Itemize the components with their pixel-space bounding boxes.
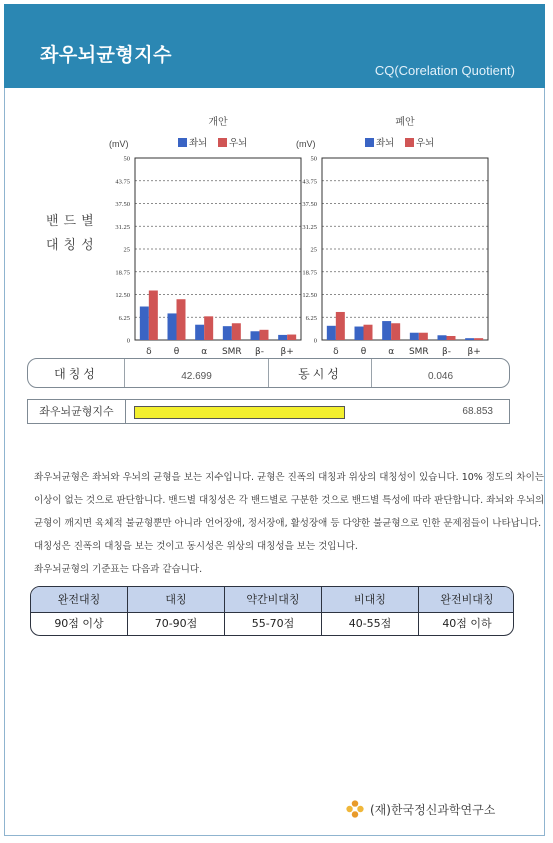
balance-value: 68.853 [462,406,493,417]
bar-left [438,335,447,340]
criteria-table [30,586,514,636]
y-tick-label: 43.75 [115,178,130,186]
balance-row [27,399,510,424]
paragraph-line: 좌우뇌균형은 좌뇌와 우뇌의 균형을 보는 지수입니다. 균형은 진폭의 대칭과 위상의 대칭성이 있습니다. 10% 정도의 차이는 [34,472,544,483]
x-tick-label: θ [360,347,367,357]
y-tick-label: 25 [310,246,317,254]
y-tick-label: 25 [123,246,130,254]
y-tick-label: 31.25 [115,223,130,231]
criteria-header-cell: 완전대칭 [57,593,101,606]
bar-right [232,323,241,340]
y-tick-label: 37.50 [115,201,130,208]
bar-right [364,325,373,340]
legend-swatch [405,138,414,147]
x-tick-label: β+ [467,347,481,357]
unit-label: (mV) [296,139,316,149]
organization-name: (재)한국정신과학연구소 [370,803,496,817]
y-tick-label: 50 [310,155,317,163]
sync-value: 0.046 [427,371,454,382]
criteria-value-cell: 40점 이하 [442,617,492,630]
x-tick-label: SMR [221,347,242,357]
bar-right [391,323,400,340]
y-tick-label: 6.25 [118,314,130,322]
legend-label: 좌뇌 [189,138,208,149]
chart-title: 폐안 [395,117,415,128]
legend-label: 우뇌 [229,138,248,149]
bar-right [149,290,158,340]
flower-logo-icon [346,800,364,818]
criteria-header-cell: 약간비대칭 [246,593,300,606]
criteria-header-row [31,587,513,613]
description-paragraph [34,466,545,581]
x-tick-label: β+ [280,347,294,357]
legend-label: 좌뇌 [376,138,395,149]
sync-label: 동시성 [298,367,342,381]
side-label-line1: 밴드별 [46,214,99,229]
bar-left [382,321,391,340]
y-tick-label: 50 [123,155,130,163]
criteria-value-cell: 55-70점 [251,617,295,630]
paragraph-line: 균형이 깨지면 육체적 불균형뿐만 아니라 언어장애, 정서장애, 활성장애 등 다양한 불균형으로 인한 문제점들이 나타납니다. [34,518,542,529]
y-tick-label: 12.50 [115,292,130,299]
bar-right [204,316,213,340]
bar-left [355,327,364,340]
legend-label: 우뇌 [416,138,435,149]
balance-bar [134,406,345,419]
symmetry-label: 대칭성 [54,367,98,381]
y-tick-label: 18.75 [302,269,317,277]
bar-right [419,333,428,340]
page-title: 좌우뇌균형지수 [40,44,172,66]
y-tick-label: 6.25 [305,314,317,322]
y-tick-label: 31.25 [302,223,317,231]
y-tick-label: 18.75 [115,269,130,277]
bar-left [195,325,204,340]
paragraph-line: 대칭성은 진폭의 대칭을 보는 것이고 동시성은 위상의 대칭성을 보는 것입니다. [34,541,358,552]
bar-left [251,331,260,340]
bar-left [140,307,149,340]
unit-label: (mV) [109,139,129,149]
criteria-header-cell: 완전비대칭 [440,593,494,606]
page-subtitle: CQ(Corelation Quotient) [374,63,515,78]
legend-swatch [178,138,187,147]
x-tick-label: SMR [408,347,429,357]
bar-right [177,299,186,340]
x-tick-label: β- [255,347,264,357]
criteria-value-cell: 90점 이상 [54,617,104,630]
y-tick-label: 43.75 [302,178,317,186]
balance-label: 좌우뇌균형지수 [28,400,126,423]
header-banner [4,4,545,88]
x-tick-label: α [388,347,395,357]
legend-swatch [365,138,374,147]
criteria-header-cell: 대칭 [165,593,187,606]
criteria-value-cell: 70-90점 [154,617,198,630]
bar-left [168,313,177,340]
x-tick-label: δ [146,347,152,357]
bar-left [465,338,474,340]
column-divider [127,587,128,636]
y-tick-label: 37.50 [302,201,317,208]
bar-right [287,335,296,340]
x-tick-label: α [201,347,208,357]
symmetry-row [27,358,510,388]
bar-left [223,326,232,340]
column-divider [224,587,225,636]
bar-right [260,330,269,340]
bar-left [327,326,336,340]
x-tick-label: β- [442,347,451,357]
chart-eyes-open-svg [109,111,313,361]
column-divider [321,587,322,636]
criteria-value-cell: 40-55점 [348,617,392,630]
x-tick-label: θ [173,347,180,357]
chart-eyes-closed-svg [296,111,500,361]
chart-eyes-closed [296,111,481,361]
paragraph-line: 좌우뇌균형의 기준표는 다음과 같습니다. [34,564,203,575]
y-tick-label: 0 [126,337,130,345]
y-tick-label: 0 [313,337,317,345]
symmetry-value: 42.699 [181,371,212,382]
bar-right [336,312,345,340]
bar-right [447,336,456,340]
chart-eyes-open [109,111,294,361]
bar-left [410,333,419,340]
chart-title: 개안 [208,117,228,128]
side-label-line2: 대칭성 [46,238,99,253]
x-tick-label: δ [333,347,339,357]
column-divider [418,587,419,636]
bar-left [278,335,287,340]
criteria-header-cell: 비대칭 [354,593,386,606]
bar-right [474,338,483,340]
legend-swatch [218,138,227,147]
paragraph-line: 이상이 없는 것으로 판단합니다. 밴드별 대칭성은 각 밴드별로 구분한 것으로 밴드별 특성에 따라 판단합니다. 좌뇌와 우뇌의 [34,495,545,506]
y-tick-label: 12.50 [302,292,317,299]
